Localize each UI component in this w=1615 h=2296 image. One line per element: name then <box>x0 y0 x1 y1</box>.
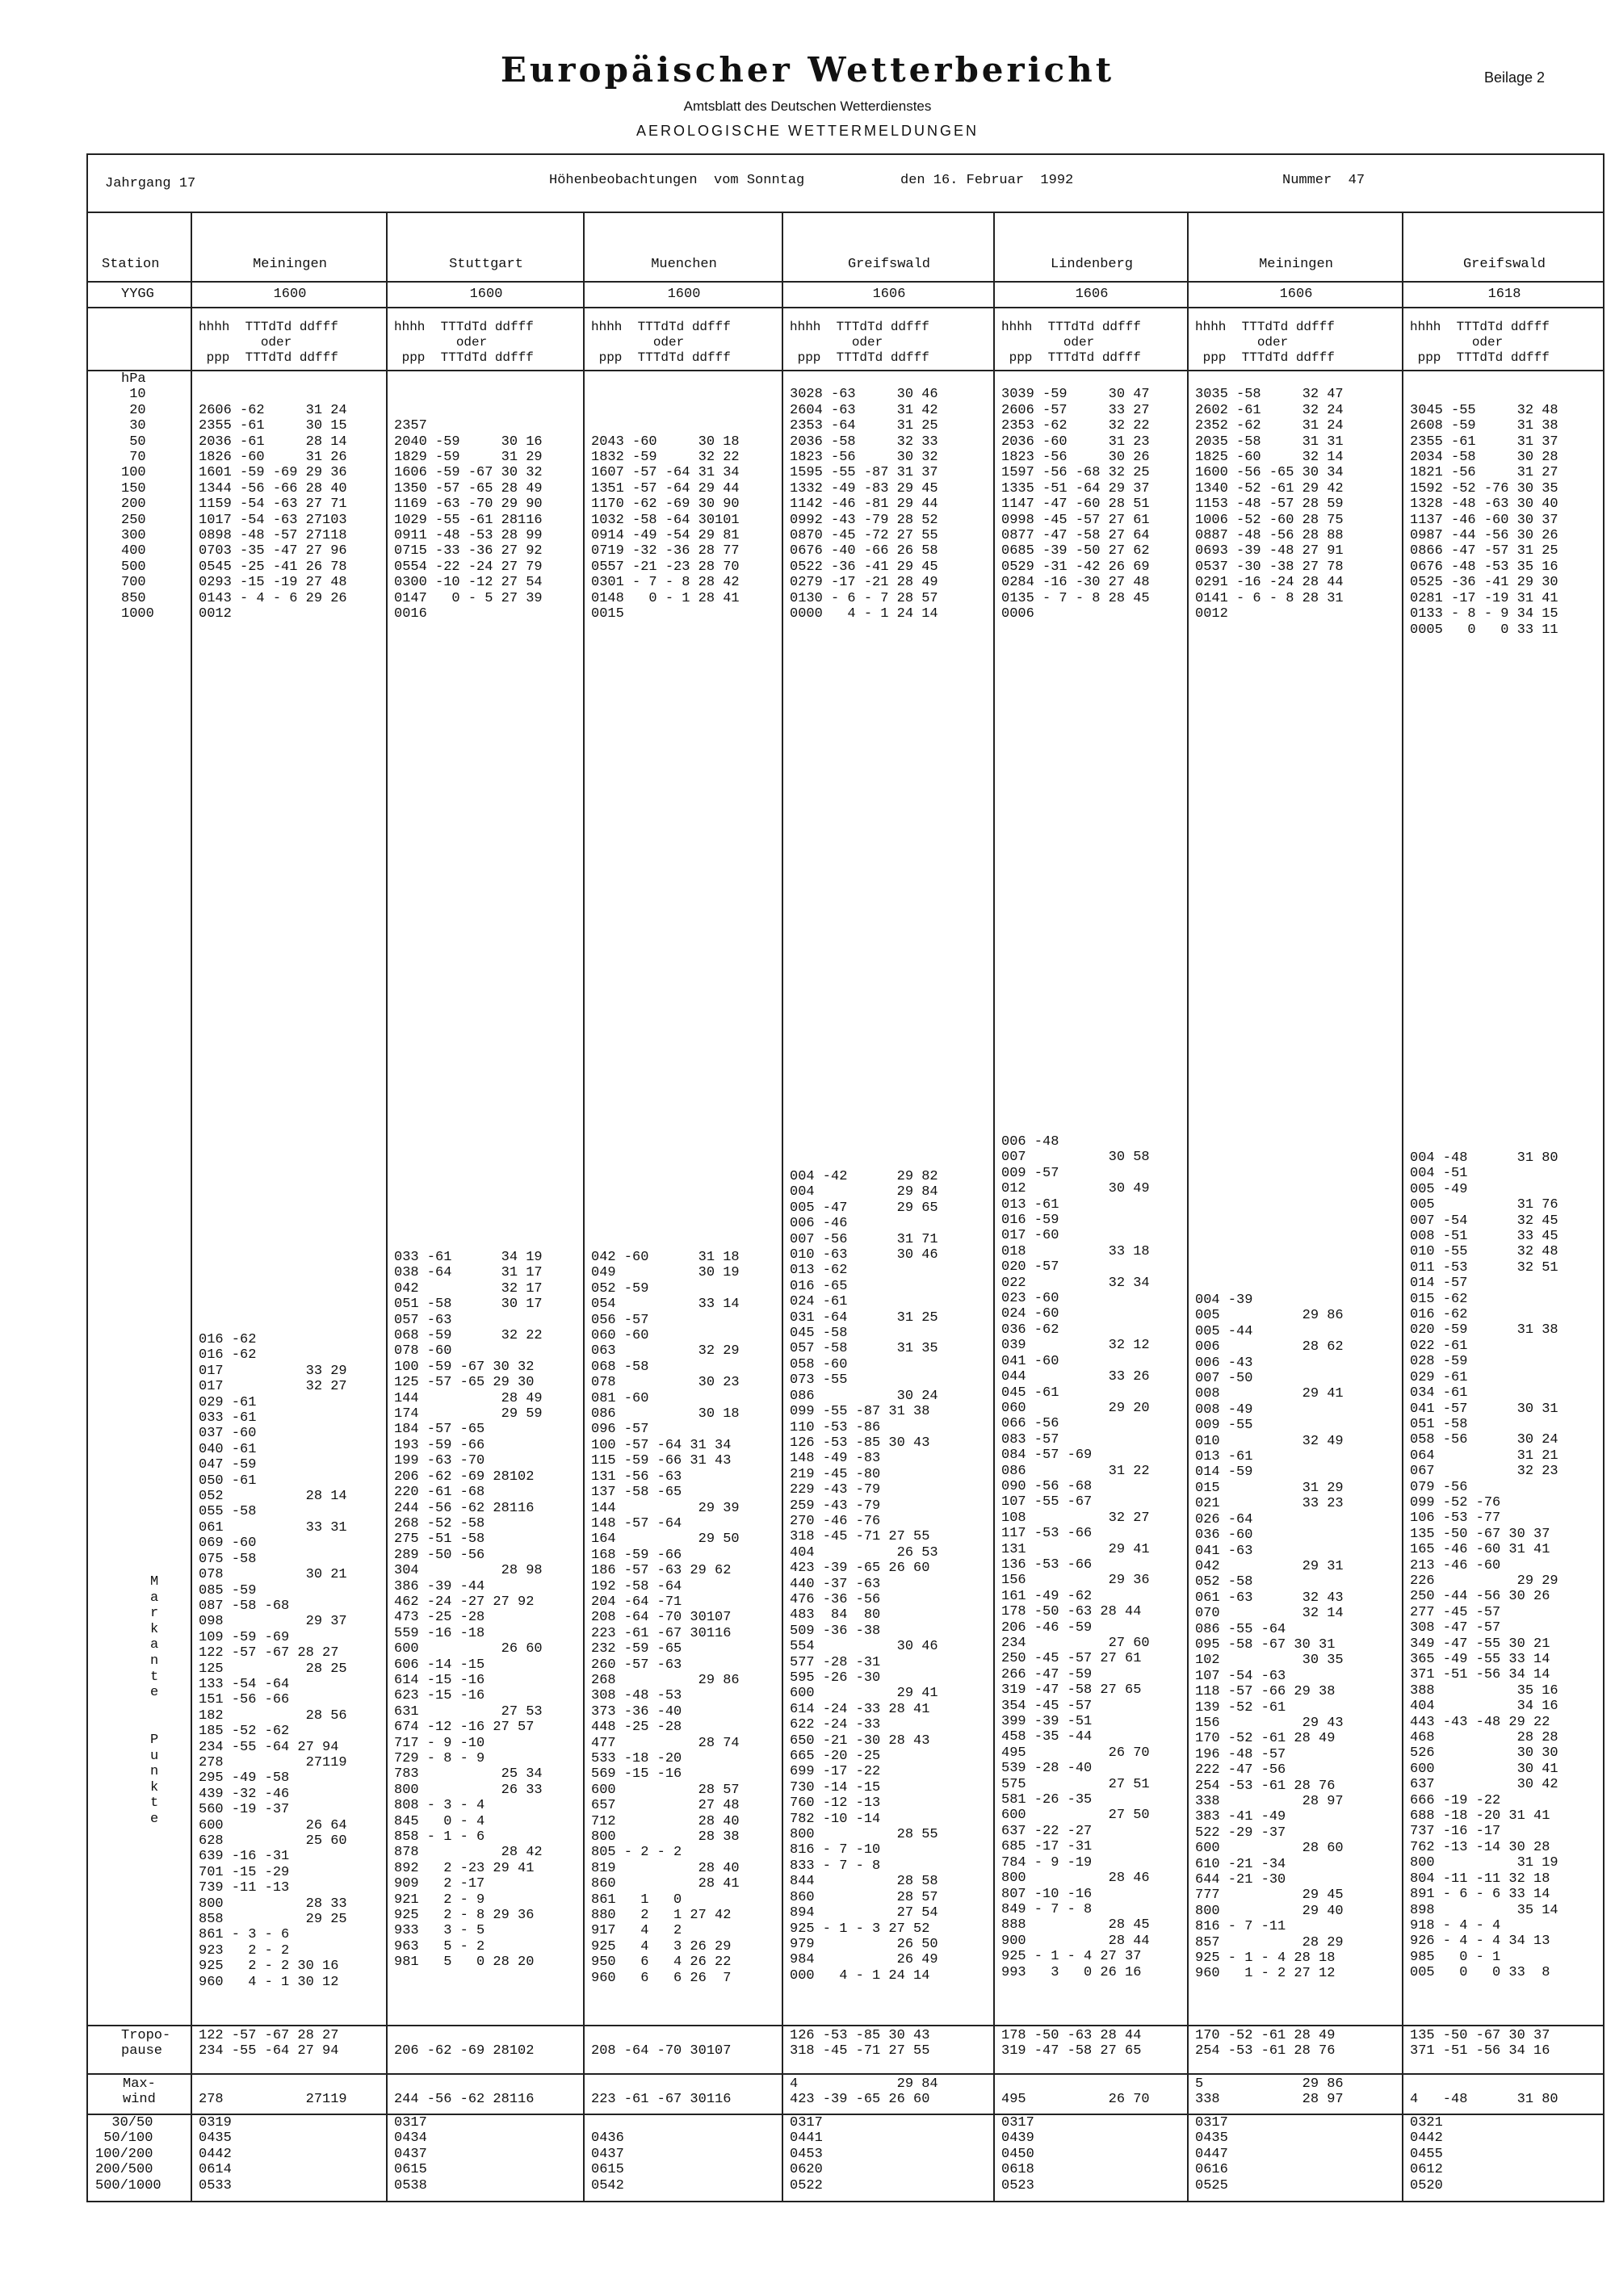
standard-levels: 2043 -60 30 18 1832 -59 32 22 1607 -57 -64 31 34 1351 -57 -64 29 44 1170 -62 -69 30 90 1032 -58 -64 30101 0914 -49 -54 29 81 0719 -32 -36 28 77 0557 -21 -23 28 70 0301 - 7 - 8 28 42 0148 0 - 1 28 41 0015 <box>591 434 740 622</box>
divider <box>86 307 1605 308</box>
standard-levels: 2357 2040 -59 30 16 1829 -59 31 29 1606 -59 -67 30 32 1350 -57 -65 28 49 1169 -63 -70 29 90 1029 -55 -61 28116 0911 -48 -53 28 99 0715 -33 -36 27 92 0554 -22 -24 27 79 0300 -10 -12 27 54 0147 0 - 5 27 39 0016 <box>394 418 543 622</box>
column-header: hhhh TTTdTd ddfff oder ppp TTTdTd ddfff <box>1195 320 1335 365</box>
column-header: hhhh TTTdTd ddfff oder ppp TTTdTd ddfff <box>394 320 534 365</box>
significant-points: 042 -60 31 18 049 30 19 052 -59 054 33 14 056 -57 060 -60 063 32 29 068 -58 078 30 23 081 -60 086 30 18 096 -57 100 -57 -64 31 34 115 -59 -66 31 43 131 -56 -63 137 -58 -65 144 29 39 148 -57 -64 164 29 50 168 -59 -66 186 -57 -63 29 62 192 -58 -64 204 -64 -71 208 -64 -70 30107 223 -61 -67 30116 232 -59 -65 260 -57 -63 268 29 86 308 -48 -53 373 -36 -40 448 -25 -28 477 28 74 533 -18 -20 569 -15 -16 600 28 57 657 27 48 712 28 40 800 28 38 805 - 2 - 2 819 28 40 860 28 41 861 1 0 880 2 1 27 42 917 4 2 925 4 3 26 29 950 6 4 26 22 960 6 6 26 7 <box>591 1250 740 1986</box>
station-name: Stuttgart <box>449 257 523 272</box>
tropopause-label: Tropo- pause <box>121 2028 171 2059</box>
jahrgang: Jahrgang 17 <box>105 176 196 191</box>
tropopause-values: 178 -50 -63 28 44 319 -47 -58 27 65 <box>1001 2028 1142 2059</box>
column-divider <box>782 212 783 2202</box>
subtitle: Amtsblatt des Deutschen Wetterdienstes <box>683 98 932 114</box>
standard-levels: 3045 -55 32 48 2608 -59 31 38 2355 -61 31 37 2034 -58 30 28 1821 -56 31 27 1592 -52 -76 30 35 1328 -48 -63 30 40 1137 -46 -60 30 37 0987 -44 -56 30 26 0866 -47 -57 31 25 0676 -48 -53 35 16 0525 -36 -41 29 30 0281 -17 -19 31 41 0133 - 8 - 9 34 15 0005 0 0 33 11 <box>1410 402 1558 638</box>
divider <box>86 2025 1605 2026</box>
maxwind-values: 4 -48 31 80 <box>1410 2092 1558 2108</box>
station-yygg: 1606 <box>872 287 906 302</box>
station-yygg: 1606 <box>1075 287 1109 302</box>
standard-levels: 2606 -62 31 24 2355 -61 30 15 2036 -61 28 14 1826 -60 31 26 1601 -59 -69 29 36 1344 -56 -66 28 40 1159 -54 -63 27 71 1017 -54 -63 27103 0898 -48 -57 27118 0703 -35 -47 27 96 0545 -25 -41 26 78 0293 -15 -19 27 48 0143 - 4 - 6 29 26 0012 <box>199 402 347 622</box>
maxwind-values: 223 -61 -67 30116 <box>591 2092 732 2108</box>
layer-thickness-values: 0317 0439 0450 0618 0523 <box>1001 2115 1034 2193</box>
column-header: hhhh TTTdTd ddfff oder ppp TTTdTd ddfff <box>790 320 929 365</box>
column-divider <box>583 212 585 2202</box>
station-name: Muenchen <box>651 257 717 272</box>
significant-points: 004 -42 29 82 004 29 84 005 -47 29 65 006 -46 007 -56 31 71 010 -63 30 46 013 -62 016 -65 024 -61 031 -64 31 25 045 -58 057 -58 31 35 058 -60 073 -55 086 30 24 099 -55 -87 31 38 110 -53 -86 126 -53 -85 30 43 148 -49 -83 219 -45 -80 229 -43 -79 259 -43 -79 270 -46 -76 318 -45 -71 27 55 404 26 53 423 -39 -65 26 60 440 -37 -63 476 -36 -56 483 84 80 509 -36 -38 554 30 46 577 -28 -31 595 -26 -30 600 29 41 614 -24 -33 28 41 622 -24 -33 650 -21 -30 28 43 665 -20 -25 699 -17 -22 730 -14 -15 760 -12 -13 782 -10 -14 800 28 55 816 - 7 -10 833 - 7 - 8 844 28 58 860 28 57 894 27 54 925 - 1 - 3 27 52 979 26 50 984 26 49 000 4 - 1 24 14 <box>790 1169 938 1984</box>
datum: den 16. Februar 1992 <box>900 173 1074 188</box>
significant-points: 004 -48 31 80 004 -51 005 -49 005 31 76 007 -54 32 45 008 -51 33 45 010 -55 32 48 011 -53 32 51 014 -57 015 -62 016 -62 020 -59 31 38 022 -61 028 -59 029 -61 034 -61 041 -57 30 31 051 -58 058 -56 30 24 064 31 21 067 32 23 079 -56 099 -52 -76 106 -53 -77 135 -50 -67 30 37 165 -46 -60 31 41 213 -46 -60 226 29 29 250 -44 -56 30 26 277 -45 -57 308 -47 -57 349 -47 -55 30 21 365 -49 -55 33 14 371 -51 -56 34 14 388 35 16 404 34 16 443 -43 -48 29 22 468 28 28 526 30 30 600 30 41 637 30 42 666 -19 -22 688 -18 -20 31 41 737 -16 -17 762 -13 -14 30 28 800 31 19 804 -11 -11 32 18 891 - 6 - 6 33 14 898 35 14 918 - 4 - 4 926 - 4 - 4 34 13 985 0 - 1 005 0 0 33 8 <box>1410 1150 1558 1981</box>
maxwind-values: 495 26 70 <box>1001 2092 1150 2108</box>
column-header: hhhh TTTdTd ddfff oder ppp TTTdTd ddfff <box>1410 320 1550 365</box>
column-divider <box>993 212 995 2202</box>
standard-levels: 3028 -63 30 46 2604 -63 31 42 2353 -64 31 25 2036 -58 32 33 1823 -56 30 32 1595 -55 -87 31 37 1332 -49 -83 29 45 1142 -46 -81 29 44 0992 -43 -79 28 52 0870 -45 -72 27 55 0676 -40 -66 26 58 0522 -36 -41 29 45 0279 -17 -21 28 49 0130 - 6 - 7 28 57 0000 4 - 1 24 14 <box>790 387 938 622</box>
significant-points: 006 -48 007 30 58 009 -57 012 30 49 013 -61 016 -59 017 -60 018 33 18 020 -57 022 32 34 023 -60 024 -60 036 -62 039 32 12 041 -60 044 33 26 045 -61 060 29 20 066 -56 083 -57 084 -57 -69 086 31 22 090 -56 -68 107 -55 -67 108 32 27 117 -53 -66 131 29 41 136 -53 -66 156 29 36 161 -49 -62 178 -50 -63 28 44 206 -46 -59 234 27 60 250 -45 -57 27 61 266 -47 -59 319 -47 -58 27 65 354 -45 -57 399 -39 -51 458 -35 -44 495 26 70 539 -28 -40 575 27 51 581 -26 -35 600 27 50 637 -22 -27 685 -17 -31 784 - 9 -19 800 28 46 807 -10 -16 849 - 7 - 8 888 28 45 900 28 44 925 - 1 - 4 27 37 993 3 0 26 16 <box>1001 1134 1150 1980</box>
tropopause-values: 208 -64 -70 30107 <box>591 2043 732 2059</box>
significant-points: 016 -62 016 -62 017 33 29 017 32 27 029 -61 033 -61 037 -60 040 -61 047 -59 050 -61 052 28 14 055 -58 061 33 31 069 -60 075 -58 078 30 21 085 -59 087 -58 -68 098 29 37 109 -59 -69 122 -57 -67 28 27 125 28 25 133 -54 -64 151 -56 -66 182 28 56 185 -52 -62 234 -55 -64 27 94 278 27119 295 -49 -58 439 -32 -46 560 -19 -37 600 26 64 628 25 60 639 -16 -31 701 -15 -29 739 -11 -13 800 28 33 858 29 25 861 - 3 - 6 923 2 - 2 925 2 - 2 30 16 960 4 - 1 30 12 <box>199 1332 347 1990</box>
station-name: Lindenberg <box>1050 257 1134 272</box>
divider <box>86 2073 1605 2075</box>
divider <box>86 281 1605 283</box>
column-divider <box>386 212 388 2202</box>
station-yygg: 1606 <box>1279 287 1313 302</box>
station-name: Meiningen <box>253 257 327 272</box>
maxwind-values: 5 29 86 338 28 97 <box>1195 2076 1344 2108</box>
markante-punkte-label: M a r k a n t e P u n k t e <box>150 1574 159 1827</box>
significant-points: 004 -39 005 29 86 005 -44 006 28 62 006 -43 007 -50 008 29 41 008 -49 009 -55 010 32 49 013 -61 014 -59 015 31 29 021 33 23 026 -64 036 -60 041 -63 042 29 31 052 -58 061 -63 32 43 070 32 14 086 -55 -64 095 -58 -67 30 31 102 30 35 107 -54 -63 118 -57 -66 29 38 139 -52 -61 156 29 43 170 -52 -61 28 49 196 -48 -57 222 -47 -56 254 -53 -61 28 76 338 28 97 383 -41 -49 522 -29 -37 600 28 60 610 -21 -34 644 -21 -30 777 29 45 800 29 40 816 - 7 -11 857 28 29 925 - 1 - 4 28 18 960 1 - 2 27 12 <box>1195 1293 1344 1982</box>
divider <box>86 2114 1605 2115</box>
column-divider <box>191 212 192 2202</box>
layer-thickness-values: 0319 0435 0442 0614 0533 <box>199 2115 232 2193</box>
column-divider <box>1187 212 1189 2202</box>
hpa-levels: hPa 10 20 30 50 70 100 150 200 250 300 400 500 700 850 1000 <box>121 371 154 622</box>
divider <box>86 212 1605 213</box>
tropopause-values: 206 -62 -69 28102 <box>394 2043 535 2059</box>
layer-thickness-values: 0317 0441 0453 0620 0522 <box>790 2115 823 2193</box>
column-header: hhhh TTTdTd ddfff oder ppp TTTdTd ddfff <box>1001 320 1141 365</box>
column-header: hhhh TTTdTd ddfff oder ppp TTTdTd ddfff <box>199 320 338 365</box>
tropopause-values: 126 -53 -85 30 43 318 -45 -71 27 55 <box>790 2028 930 2059</box>
maxwind-values: 4 29 84 423 -39 -65 26 60 <box>790 2076 938 2108</box>
section-title: AEROLOGISCHE WETTERMELDUNGEN <box>636 123 979 139</box>
station-name: Greifswald <box>847 257 931 272</box>
layer-thickness-values: 0321 0442 0455 0612 0520 <box>1410 2115 1443 2193</box>
station-yygg: 1600 <box>469 287 503 302</box>
station-yygg: 1618 <box>1487 287 1521 302</box>
layer-thickness-values: 0317 0434 0437 0615 0538 <box>394 2115 427 2193</box>
station-yygg: 1600 <box>667 287 701 302</box>
station-yygg: 1600 <box>273 287 307 302</box>
tropopause-values: 122 -57 -67 28 27 234 -55 -64 27 94 <box>199 2028 339 2059</box>
tropopause-values: 135 -50 -67 30 37 371 -51 -56 34 16 <box>1410 2028 1550 2059</box>
maxwind-label: Max- wind <box>123 2076 156 2108</box>
beilage-label: Beilage 2 <box>1484 69 1546 86</box>
significant-points: 033 -61 34 19 038 -64 31 17 042 32 17 051 -58 30 17 057 -63 068 -59 32 22 078 -60 100 -59 -67 30 32 125 -57 -65 29 30 144 28 49 174 29 59 184 -57 -65 193 -59 -66 199 -63 -70 206 -62 -69 28102 220 -61 -68 244 -56 -62 28116 268 -52 -58 275 -51 -58 289 -50 -56 304 28 98 386 -39 -44 462 -24 -27 27 92 473 -25 -28 559 -16 -18 600 26 60 606 -14 -15 614 -15 -16 623 -15 -16 631 27 53 674 -12 -16 27 57 717 - 9 -10 729 - 8 - 9 783 25 34 800 26 33 808 - 3 - 4 845 0 - 4 858 - 1 - 6 878 28 42 892 2 -23 29 41 909 2 -17 921 2 - 9 925 2 - 8 29 36 933 3 - 5 963 5 - 2 981 5 0 28 20 <box>394 1250 543 1971</box>
standard-levels: 3039 -59 30 47 2606 -57 33 27 2353 -62 32 22 2036 -60 31 23 1823 -56 30 26 1597 -56 -68 32 25 1335 -51 -64 29 37 1147 -47 -60 28 51 0998 -45 -57 27 61 0877 -47 -58 27 64 0685 -39 -50 27 62 0529 -31 -42 26 69 0284 -16 -30 27 48 0135 - 7 - 8 28 45 0006 <box>1001 387 1150 622</box>
layer-thickness-label: 30/50 50/100 100/200 200/500 500/1000 <box>95 2115 162 2193</box>
page-title: Europäischer Wetterbericht <box>500 50 1115 90</box>
station-name: Meiningen <box>1259 257 1333 272</box>
maxwind-values: 244 -56 -62 28116 <box>394 2092 535 2108</box>
nummer: Nummer 47 <box>1282 173 1365 188</box>
station-label: Station <box>102 257 160 272</box>
layer-thickness-values: 0436 0437 0615 0542 <box>591 2131 624 2193</box>
beobachtung-title: Höhenbeobachtungen vom Sonntag <box>549 173 805 188</box>
yygg-label: YYGG <box>121 287 154 302</box>
station-name: Greifswald <box>1462 257 1546 272</box>
column-header: hhhh TTTdTd ddfff oder ppp TTTdTd ddfff <box>591 320 731 365</box>
column-divider <box>1402 212 1403 2202</box>
tropopause-values: 170 -52 -61 28 49 254 -53 -61 28 76 <box>1195 2028 1336 2059</box>
maxwind-values: 278 27119 <box>199 2092 347 2108</box>
standard-levels: 3035 -58 32 47 2602 -61 32 24 2352 -62 31 24 2035 -58 31 31 1825 -60 32 14 1600 -56 -65 30 34 1340 -52 -61 29 42 1153 -48 -57 28 59 1006 -52 -60 28 75 0887 -48 -56 28 88 0693 -39 -48 27 91 0537 -30 -38 27 78 0291 -16 -24 28 44 0141 - 6 - 8 28 31 0012 <box>1195 387 1344 622</box>
layer-thickness-values: 0317 0435 0447 0616 0525 <box>1195 2115 1228 2193</box>
